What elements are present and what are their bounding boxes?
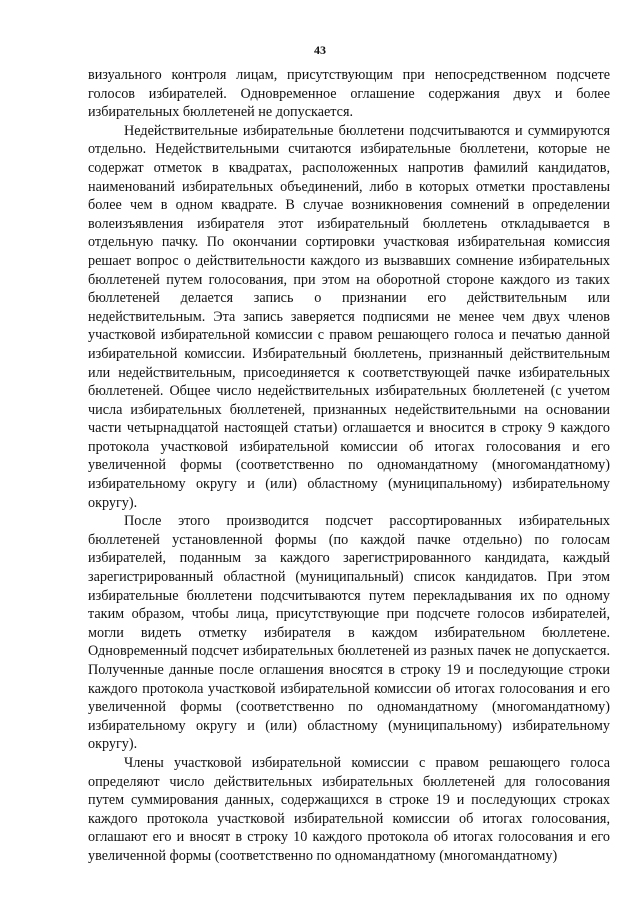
paragraph-vote-count: После этого производится подсчет рассортированных избирательных бюллетеней установленной формы (по каждой пачке отдельно) по голосам избирателей, поданным за каждого зарегистрированного кандидата, каждый зарегистрированный областной (муниципальный) список кандидатов. При этом избирательные бюллетени подсчитываются путем перекладывания их по одному таким образом, чтобы лица, присутствующие при подсчете голосов избирателей, могли видеть отметку избирателя в каждом избирательном бюллетене. Одновременный подсчет избирательных бюллетеней из разных пачек не допускается. Полученные данные после оглашения вносятся в строку 19 и последующие строки каждого протокола участковой избирательной комиссии об итогах голосования и его увеличенной формы (соответственно по одномандатному (многомандатному) избирательному округу и (или) областному (муниципальному) избирательному округу). [88, 513, 610, 753]
paragraph-continuation: визуального контроля лицам, присутствующим при непосредственном подсчете голосов избирателей. Одновременное оглашение содержания двух и более избирательных бюллетеней не допускается. [88, 67, 610, 121]
page-number: 43 [314, 43, 326, 57]
paragraph-valid-ballots: Члены участковой избирательной комиссии с правом решающего голоса определяют число действительных избирательных бюллетеней для голосования путем суммирования данных, содержащихся в строке 19 и последующих строках каждого протокола участковой избирательной комиссии об итогах голосования, оглашают его и вносят в строку 10 каждого протокола об итогах голосования и его увеличенной формы (соответственно по одномандатному (многомандатному) [88, 754, 610, 864]
document-body [88, 66, 610, 866]
paragraph-invalid-ballots: Недействительные избирательные бюллетени подсчитываются и суммируются отдельно. Недействительными считаются избирательные бюллетени, которые не содержат отметок в квадратах, расположенных напротив фамилий кандидатов, наименований избирательных объединений, либо в которых отметки проставлены более чем в одном квадрате. В случае возникновения сомнений в определении волеизъявления избирателя этот избирательный бюллетень откладывается в отдельную пачку. По окончании сортировки участковая избирательная комиссия решает вопрос о действительности каждого из вызвавших сомнение избирательных бюллетеней путем голосования, при этом на оборотной стороне каждого из таких бюллетеней делается запись о признании его действительным или недействительным. Эта запись заверяется подписями не менее чем двух членов участковой избирательной комиссии с правом решающего голоса и печатью данной избирательной комиссии. Избирательный бюллетень, признанный действительным или недействительным, присоединяется к соответствующей пачке избирательных бюллетеней. Общее число недействительных избирательных бюллетеней (с учетом числа избирательных бюллетеней, признанных недействительными на основании части четырнадцатой настоящей статьи) оглашается и вносится в строку 9 каждого протокола участковой избирательной комиссии об итогах голосования и его увеличенной формы (соответственно по одномандатному (многомандатному) избирательному округу и (или) областному (муниципальному) избирательному округу). [88, 122, 610, 511]
